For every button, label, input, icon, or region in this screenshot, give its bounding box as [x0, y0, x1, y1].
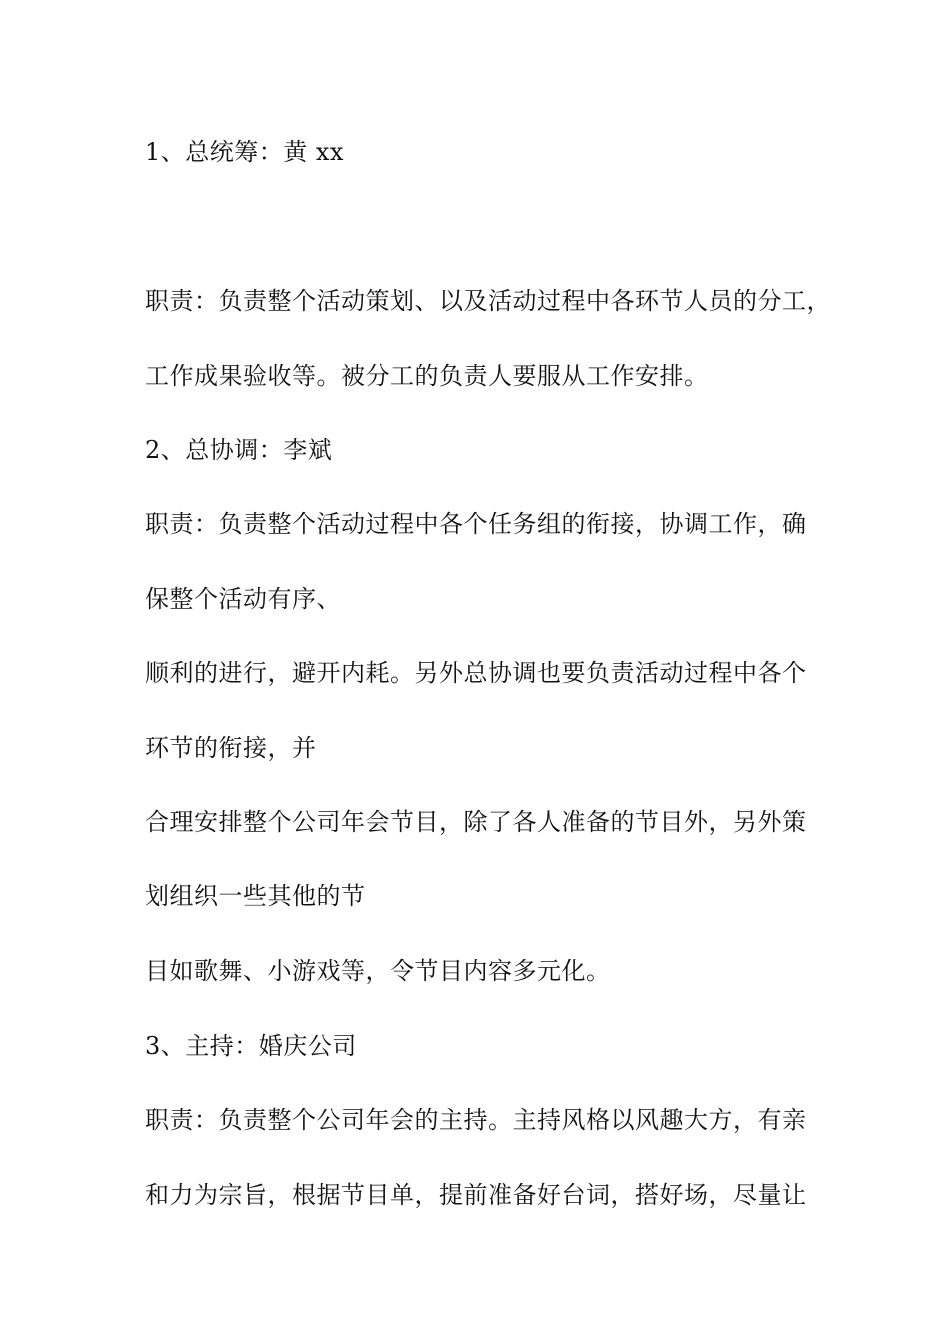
- paragraph-line: 职责：负责整个公司年会的主持。主持风格以风趣大方，有亲: [145, 1106, 807, 1134]
- section-heading-coordination: 2、总协调：李斌: [145, 436, 333, 464]
- paragraph-line: 合理安排整个公司年会节目，除了各人准备的节目外，另外策: [145, 808, 807, 836]
- paragraph-line: 职责：负责整个活动策划、以及活动过程中各环节人员的分工，: [145, 287, 831, 315]
- paragraph-line: 顺利的进行，避开内耗。另外总协调也要负责活动过程中各个: [145, 659, 807, 687]
- paragraph-line: 和力为宗旨，根据节目单，提前准备好台词，搭好场，尽量让: [145, 1181, 807, 1209]
- section-heading-coordinator: 1、总统筹：黄 xx: [145, 138, 344, 166]
- paragraph-line: 工作成果验收等。被分工的负责人要服从工作安排。: [145, 362, 709, 390]
- paragraph-line: 环节的衔接，并: [145, 734, 317, 762]
- paragraph-line: 职责：负责整个活动过程中各个任务组的衔接，协调工作，确: [145, 510, 807, 538]
- paragraph-line: 保整个活动有序、: [145, 585, 341, 613]
- paragraph-line: 划组织一些其他的节: [145, 882, 366, 910]
- paragraph-line: 目如歌舞、小游戏等，令节目内容多元化。: [145, 957, 611, 985]
- section-heading-host: 3、主持：婚庆公司: [145, 1032, 357, 1060]
